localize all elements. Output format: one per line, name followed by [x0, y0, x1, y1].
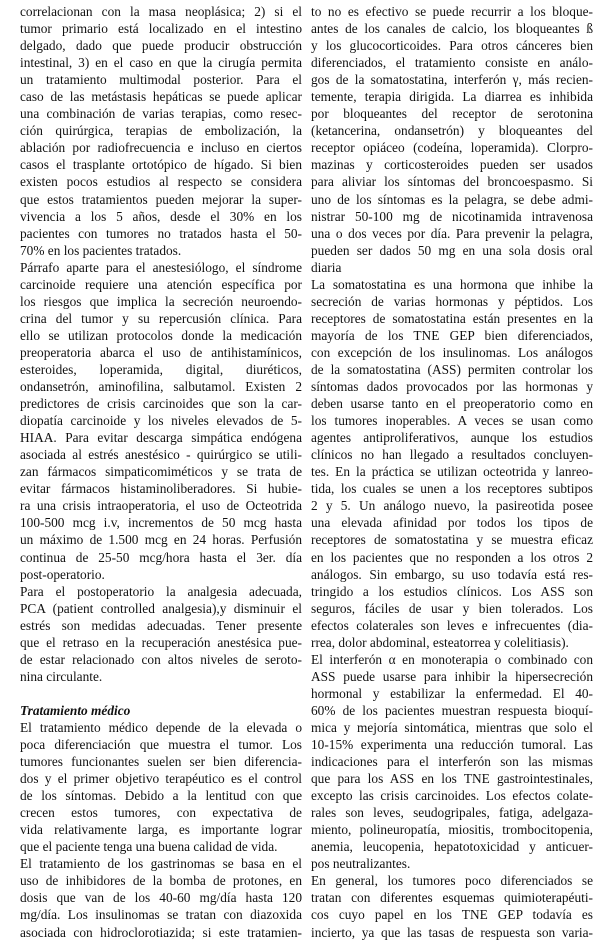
text-line: La somatostatina es una hormona que inhibe la	[311, 276, 593, 292]
text-line: El interferón α en monoterapia o combinado con	[311, 651, 593, 667]
text-line: los riesgos que implica la secreción neuroendo-	[20, 293, 302, 309]
section-heading: Tratamiento médico	[20, 702, 131, 718]
text-line: diaria	[311, 259, 342, 275]
text-line: crecen estos tumores, con expectativa de	[20, 805, 302, 821]
text-line: en los pacientes que no responden a los otros 2	[311, 549, 593, 565]
text-line: 10-15% experimenta una reducción tumoral. Las	[311, 737, 593, 753]
text-line: una elevada afinidad por todos los tipos de	[311, 515, 593, 531]
text-line: que estos tratamientos pueden mejorar la super-	[20, 191, 302, 207]
text-line: tida, los cuales se unen a los receptores subtipos	[311, 481, 593, 497]
text-line: esteroides, loperamida, digital, diuréticos,	[20, 361, 302, 377]
text-line: indicaciones para el interferón son las mismas	[311, 754, 593, 770]
text-line: análogos. Sin embargo, su uso todavía está res-	[311, 566, 593, 582]
text-line: ción quirúrgica, terapias de embolización, la	[20, 123, 302, 139]
text-line: delgado, dado que puede producir obstrucción	[20, 38, 302, 54]
text-line: tumores funcionantes suelen ser bien diferencia-	[20, 754, 302, 770]
text-line: Para el postoperatorio la analgesia adecuada,	[20, 583, 302, 599]
text-line: caso de las metástasis hepáticas se puede aplicar	[20, 89, 302, 105]
text-line: En general, los tumores poco diferenciados se	[311, 873, 593, 889]
text-line: anemia, leucopenia, hepatotoxicidad y anticuer-	[311, 839, 593, 855]
text-line: Párrafo aparte para el anestesiólogo, el síndrome	[20, 259, 302, 275]
text-line: tratan con diferentes esquemas quimioterapéuti-	[311, 890, 593, 906]
right-text-column	[311, 3, 593, 941]
text-line: ondansetrón, aminofilina, salbutamol. Existen 2	[20, 379, 302, 395]
text-line: rales son leves, seudogripales, fatiga, adelgaza-	[311, 805, 593, 821]
text-line: de estar relacionado con altos niveles de seroto-	[20, 651, 302, 667]
text-line: de los síntomas. Debido a la lentitud con que	[20, 788, 302, 804]
text-line: que para los ASS en los TNE gastrointestinales,	[311, 771, 593, 787]
text-line: evitar fármacos histaminoliberadores. Si hubie-	[20, 481, 302, 497]
text-line: receptores de somatostatina están presentes en la	[311, 310, 593, 326]
text-line: un tratamiento multimodal posterior. Para el	[20, 72, 302, 88]
text-line: que el paciente tenga una buena calidad de vida.	[20, 839, 278, 855]
text-line: agentes antiproliferativos, aunque los estudios	[311, 430, 593, 446]
text-line: para aliviar los síntomas del broncoespasmo. Si	[311, 174, 593, 190]
text-line: pos neutralizantes.	[311, 856, 411, 872]
text-line: mica y mejoría sintomática, mientras que solo el	[311, 719, 593, 735]
text-line: predictores de crisis carcinoides que son la car-	[20, 396, 302, 412]
text-line: El tratamiento de los gastrinomas se basa en el	[20, 856, 302, 872]
text-line: continua de 25-50 mcg/hora hasta el 3er. día	[20, 549, 302, 565]
text-line: ablación por radiofrecuencia e incluso en ciertos	[20, 140, 302, 156]
text-line: vida relativamente larga, es importante lograr	[20, 822, 302, 838]
text-line: ASS puede usarse para inhibir la hipersecreción	[311, 668, 593, 684]
text-line: carcinoide requiere una atención específica por	[20, 276, 302, 292]
text-line: tringido a los estudios clínicos. Los ASS son	[311, 583, 593, 599]
text-line: uno de los síntomas es la pelagra, se debe admi-	[311, 191, 593, 207]
text-line: 100-500 mcg i.v, incrementos de 50 mcg hasta	[20, 515, 302, 531]
text-line: rrea, dolor abdominal, esteatorrea y colelitiasis).	[311, 634, 569, 650]
text-line: correlacionan con la masa neoplásica; 2) si el	[20, 4, 302, 19]
text-line: 60% de los pacientes muestran respuesta bioquí-	[311, 702, 593, 718]
text-line: un máximo de 1.500 mcg en 24 horas. Perfusión	[20, 532, 302, 548]
text-line: 2 y 5. Un análogo nuevo, la pasireotida posee	[311, 498, 593, 514]
text-line: (ketancerina, ondansetrón) y bloqueantes del	[311, 123, 593, 139]
text-line: y los glucocorticoides. Para otros cánceres bien	[311, 38, 593, 54]
text-line: PCA (patient controlled analgesia),y disminuir el	[20, 600, 302, 616]
text-line: El tratamiento médico depende de la elevada o	[20, 719, 302, 735]
text-line: asociada al estrés anestésico - quirúrgico se utili-	[20, 447, 302, 463]
text-line: antes de los canales de calcio, los bloqueantes ß	[311, 21, 593, 37]
text-line: temente, terapia dirigida. La diarrea es inhibida	[311, 89, 593, 105]
text-line: estrés son medidas adecuadas. Tener presente	[20, 617, 302, 633]
text-line: ello se utilizan protocolos donde la medicación	[20, 327, 302, 343]
text-line: que el retraso en la recuperación anestésica pue-	[20, 634, 302, 650]
text-line: miento, polineuropatía, miositis, trombocitopenia,	[311, 822, 593, 838]
text-line: cos cuyo papel en los TNE GEP todavía es	[311, 907, 593, 923]
text-line: gos de la somatostatina, interferón γ, más recien-	[311, 72, 593, 88]
text-line: de la somatostatina (ASS) permiten controlar los	[311, 361, 593, 377]
left-text-column	[20, 3, 302, 941]
text-line: deben usarse tanto en el preoperatorio como en	[311, 396, 593, 412]
text-line: dosis que van de los 40-60 mg/día hasta 120	[20, 890, 302, 906]
text-line: HIAA. Para evitar descarga simpática endógena	[20, 430, 302, 446]
text-line: receptor opiáceo (codeína, loperamida). Clorpro-	[311, 140, 593, 156]
text-line: mg/día. Los insulinomas se tratan con diazoxida	[20, 907, 302, 923]
text-line: secreción de varias hormonas y péptidos. Los	[311, 293, 593, 309]
text-line: poca diferenciación que muestra el tumor. Los	[20, 737, 302, 753]
text-line: clínicos no han llegado a resultados concluyen-	[311, 447, 593, 463]
text-line: los tumores inoperables. A veces se usan como	[311, 413, 593, 429]
text-line: dos y el primer objetivo terapéutico es el control	[20, 771, 302, 787]
text-line: vivencia a los 5 años, desde el 30% en los	[20, 208, 302, 224]
text-line: una combinación de varias terapias, como resec-	[20, 106, 302, 122]
text-line: efectos colaterales son leves e infrecuentes (dia-	[311, 617, 593, 633]
text-line: pacientes con tumores no tratados hasta el 50-	[20, 225, 302, 241]
text-line: por bloqueantes del receptor de serotonina	[311, 106, 593, 122]
text-line: incierto, ya que las tasas de respuesta son varia-	[311, 924, 593, 940]
text-line: mazinas y corticosteroides pueden ser usados	[311, 157, 593, 173]
text-line: zan fármacos simpaticomiméticos y se trata de	[20, 464, 302, 480]
blank-line	[20, 685, 302, 702]
text-line: to no es efectivo se puede recurrir a los bloque-	[311, 4, 593, 19]
text-line: post-operatorio.	[20, 566, 105, 582]
text-line: tumor primario está localizado en el intestino	[20, 21, 302, 37]
text-line: síntomas dados provocados por las hormonas y	[311, 379, 593, 395]
text-line: nistrar 50-100 mg de nicotinamida intravenosa	[311, 208, 593, 224]
text-line: diopatía carcinoide y los niveles elevados de 5-	[20, 413, 302, 429]
text-line: hormonal y estabilizar la enfermedad. El 40-	[311, 685, 593, 701]
text-line: con excepción de los insulinomas. Los análogos	[311, 344, 593, 360]
text-line: nina circulante.	[20, 668, 103, 684]
text-line: existen pocos estudios al respecto se considera	[20, 174, 302, 190]
text-line: 70% en los pacientes tratados.	[20, 242, 182, 258]
text-line: mayoría de los TNE GEP bien diferenciados,	[311, 327, 593, 343]
text-line: casos el trasplante ortotópico de hígado. Si bien	[20, 157, 302, 173]
text-line: excepto las crisis carcinoides. Los efectos colate-	[311, 788, 593, 804]
text-line: diferenciados, el tratamiento consiste en análo-	[311, 55, 593, 71]
text-line: crina del tumor y su repercusión clínica. Para	[20, 310, 302, 326]
text-line: ra una crisis intraoperatoria, el uso de Octeotrida	[20, 498, 302, 514]
text-line: seguros, fáciles de usar y bien tolerados. Los	[311, 600, 593, 616]
text-line: pueden ser dados 50 mg en una sola dosis oral	[311, 242, 593, 258]
text-line: receptores de somatostatina y se muestra eficaz	[311, 532, 593, 548]
text-line: uso de inhibidores de la bomba de protones, en	[20, 873, 302, 889]
text-line: tes. En la práctica se utilizan octeotrida y lanreo-	[311, 464, 593, 480]
text-line: intestinal, 3) en el caso en que la cirugía permita	[20, 55, 302, 71]
text-line: preoperatoria abarca el uso de antihistamínicos,	[20, 344, 302, 360]
text-line: asociada con hidroclorotiazida; si este tratamien-	[20, 924, 302, 940]
text-line: una o dos veces por día. Para prevenir la pelagra,	[311, 225, 593, 241]
